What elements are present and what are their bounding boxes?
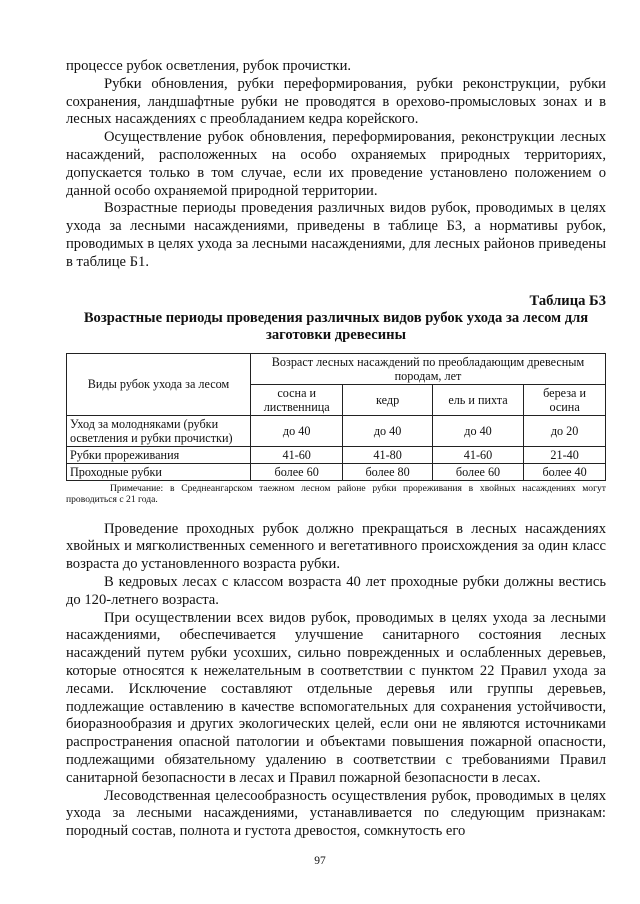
paragraph-8: Лесоводственная целесообразность осуществления рубок, проводимых в целях ухода за лесными насаждениями, устанавливается по следующим признакам: породный состав, полнота и густота древостоя, сомкнутость его — [66, 787, 606, 840]
column-pine-larch: сосна и лиственница — [250, 384, 342, 415]
cell-value: 21-40 — [524, 446, 606, 463]
header-age-group: Возраст лесных насаждений по преобладающим древесным породам, лет — [250, 353, 605, 384]
column-birch-aspen: береза и осина — [524, 384, 606, 415]
table-title: Возрастные периоды проведения различных видов рубок ухода за лесом для заготовки древесины — [83, 309, 589, 344]
age-periods-table — [66, 353, 606, 481]
cell-value: до 40 — [250, 415, 342, 446]
paragraph-2: Рубки обновления, рубки переформирования, рубки реконструкции, рубки сохранения, ландшафтные рубки не проводятся в орехово-промысловых зонах и в лесных насаждениях с преобладанием кедра корейского. — [66, 75, 606, 128]
page-number: 97 — [314, 855, 326, 867]
cell-value: до 20 — [524, 415, 606, 446]
cell-value: более 40 — [524, 463, 606, 480]
cell-value: более 80 — [343, 463, 432, 480]
cell-value: более 60 — [250, 463, 342, 480]
table-row — [67, 415, 606, 446]
row-name: Рубки прореживания — [67, 446, 251, 463]
column-cedar: кедр — [343, 384, 432, 415]
row-name: Уход за молодняками (рубки осветления и рубки прочистки) — [67, 415, 251, 446]
cell-value: до 40 — [343, 415, 432, 446]
row-name: Проходные рубки — [67, 463, 251, 480]
cell-value: до 40 — [432, 415, 523, 446]
paragraph-4: Возрастные периоды проведения различных видов рубок, проводимых в целях ухода за лесными насаждениями, приведены в таблице Б3, а нормативы рубок, проводимых в целях ухода за лесными насаждениями, для лесных районов приведены в таблице Б1. — [66, 200, 606, 270]
cell-value: 41-60 — [432, 446, 523, 463]
paragraph-7: При осуществлении всех видов рубок, проводимых в целях ухода за лесными насаждениями, обеспечивается улучшение санитарного состояния лесных насаждений путем рубки усохших, сильно поврежденных и ослабленных деревьев, которые относятся к нежелательным в соответствии с пунктом 22 Правил ухода за лесами. Исключение составляют отдельные деревья или группы деревьев, подлежащие оставлению в качестве вспомогательных для сохранения устойчивости, биоразнообразия и других экологических целей, если они не являются источниками распространения опасной патологии и объектами повышения пожарной опасности, подлежащими обязательному удалению в соответствии с требованиями Правил санитарной безопасности в лесах и Правил пожарной безопасности в лесах. — [66, 609, 606, 786]
paragraph-3: Осуществление рубок обновления, переформирования, реконструкции лесных насаждений, расположенных на особо охраняемых природных территориях, допускается только в том случае, если их проведение установлено положением о данной особо охраняемой природной территории. — [66, 129, 606, 199]
header-cutting-type: Виды рубок ухода за лесом — [67, 353, 251, 415]
table-row — [67, 446, 606, 463]
table-row — [67, 463, 606, 480]
cell-value: более 60 — [432, 463, 523, 480]
document-page — [66, 58, 606, 841]
paragraph-1: процессе рубок осветления, рубок прочистки. — [66, 58, 352, 74]
cell-value: 41-60 — [250, 446, 342, 463]
cell-value: 41-80 — [343, 446, 432, 463]
paragraph-6: В кедровых лесах с классом возраста 40 лет проходные рубки должны вестись до 120-летнего возраста. — [66, 573, 606, 608]
paragraph-5: Проведение проходных рубок должно прекращаться в лесных насаждениях хвойных и мягколиственных семенного и вегетативного происхождения за один класс возраста до установленного возраста рубки. — [66, 520, 606, 573]
table-note: Примечание: в Среднеангарском таежном лесном районе рубки прореживания в хвойных насаждениях могут проводиться с 21 года. — [66, 482, 606, 505]
column-spruce-fir: ель и пихта — [432, 384, 523, 415]
table-label: Таблица Б3 — [529, 292, 606, 309]
